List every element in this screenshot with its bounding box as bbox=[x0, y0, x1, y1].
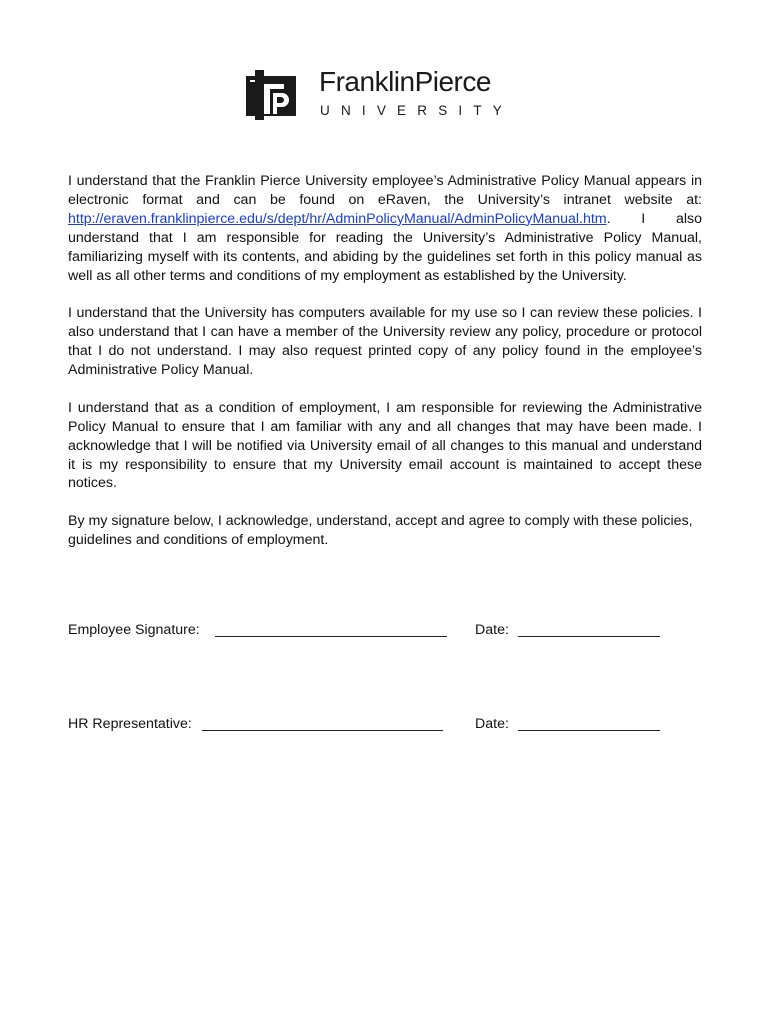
employee-signature-label: Employee Signature: bbox=[68, 622, 200, 638]
logo-subtitle: UNIVERSITY bbox=[320, 103, 514, 118]
admin-policy-manual-link[interactable]: http://eraven.franklinpierce.edu/s/dept/hr/AdminPolicyManual/AdminPolicyManual.htm bbox=[68, 210, 607, 227]
hr-date-label: Date: bbox=[475, 716, 509, 732]
paragraph-2: I understand that the University has computers available for my use so I can review these policies. I also understand that I can have a member of the University review any policy, procedure or protocol that I do not understand. I may also request printed copy of any policy found in the employee’s Administrative Policy Manual. bbox=[68, 305, 702, 379]
hr-signature-line[interactable] bbox=[202, 730, 443, 731]
employee-signature-line[interactable] bbox=[215, 636, 447, 637]
university-logo bbox=[246, 68, 536, 124]
employee-signature-row bbox=[68, 622, 708, 642]
policy-text bbox=[68, 172, 702, 569]
hr-signature-label: HR Representative: bbox=[68, 716, 192, 732]
paragraph-4: By my signature below, I acknowledge, understand, accept and agree to comply with these policies, guidelines and conditions of employment. bbox=[68, 513, 693, 549]
hr-signature-row bbox=[68, 716, 708, 736]
hr-date-line[interactable] bbox=[518, 730, 660, 731]
paragraph-3: I understand that as a condition of employment, I am responsible for reviewing the Administrative Policy Manual to ensure that I am familiar with any and all changes that may have been made. I acknowledge that I will be notified via University email of all changes to this manual and understand it is my responsibility to ensure that my University email account is maintained to accept these notices. bbox=[68, 399, 702, 492]
paragraph-1-end: . I also understand that I am responsible for reading the University’s Administrative Policy Manual, familiarizing myself with its contents, and abiding by the guidelines set forth in this policy manual as well as all other terms and conditions of my employment as established by the University. bbox=[68, 210, 702, 284]
paragraph-1-start: I understand that the Franklin Pierce University employee’s Administrative Policy Manual appears in electronic format and can be found on eRaven, the University’s intranet website at: bbox=[68, 173, 702, 208]
employee-date-label: Date: bbox=[475, 622, 509, 638]
employee-date-line[interactable] bbox=[518, 636, 660, 637]
logo-wordmark: FranklinPierce bbox=[319, 66, 491, 97]
fp-logo-icon bbox=[246, 70, 296, 120]
paragraph-1 bbox=[68, 172, 702, 285]
